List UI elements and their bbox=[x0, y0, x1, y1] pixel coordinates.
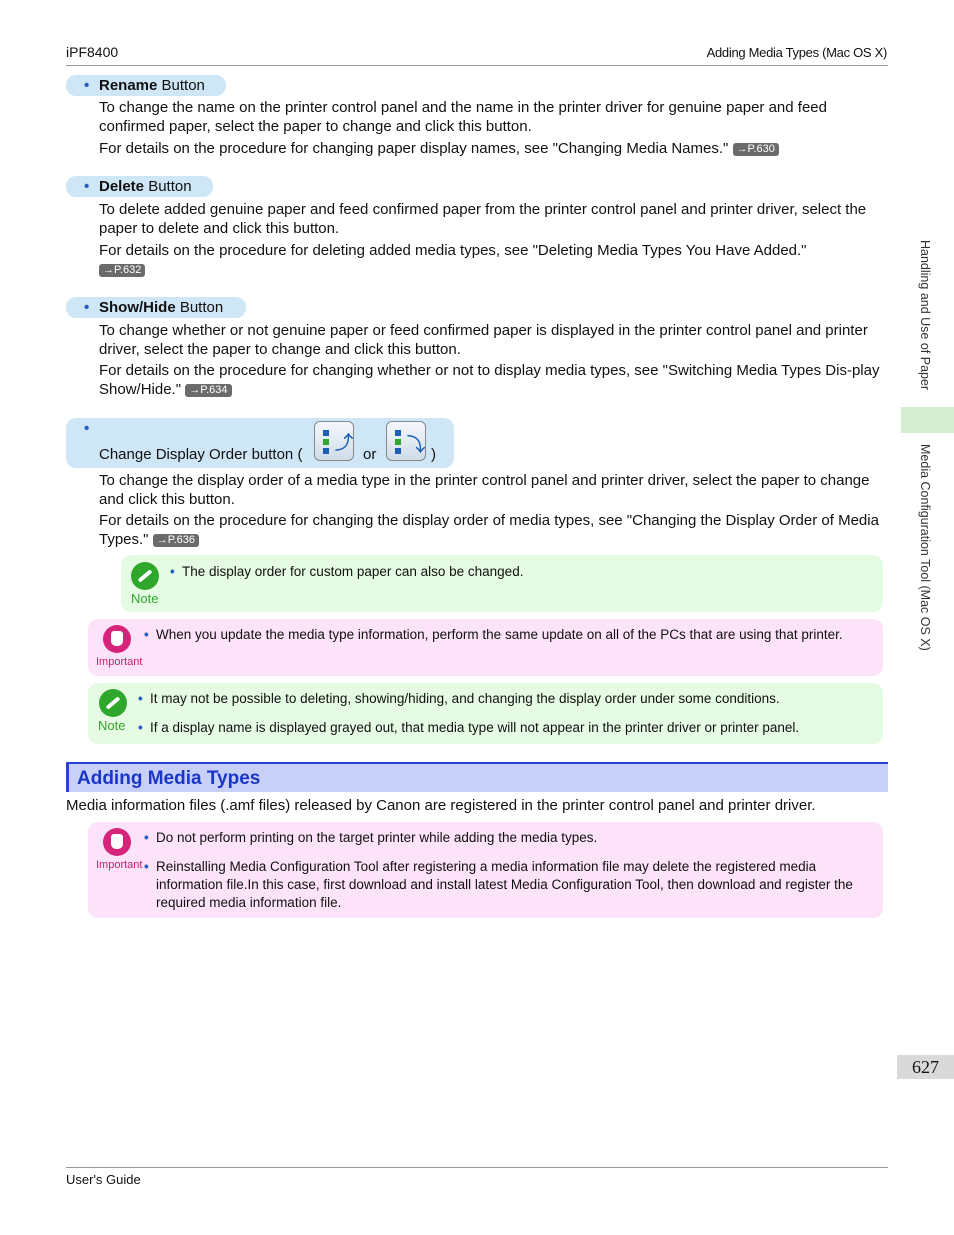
header-product: iPF8400 bbox=[66, 44, 119, 60]
important-item-text: Do not perform printing on the target printer while adding the media types. bbox=[156, 830, 598, 845]
rename-heading bbox=[66, 75, 226, 96]
order-heading-or: or bbox=[363, 446, 377, 463]
page-ref-link[interactable]: →P.630 bbox=[733, 143, 779, 156]
order-details-text: For details on the procedure for changing the display order of media types, see "Changing the Display Order of Media Types." bbox=[99, 512, 879, 548]
showhide-details-text: For details on the procedure for changing whether or not to display media types, see "Switching Media Types Dis-play Show/Hide." bbox=[99, 362, 880, 398]
showhide-desc: To change whether or not genuine paper or feed confirmed paper is displayed in the printer control panel and printer driver, select the paper to change and click this button. bbox=[99, 322, 868, 358]
delete-heading-bold: Delete bbox=[99, 178, 145, 195]
header-rule bbox=[66, 65, 888, 66]
move-down-button-icon: ⤵ bbox=[386, 421, 426, 461]
page-ref-link[interactable]: →P.632 bbox=[99, 264, 145, 277]
important-label: Important bbox=[96, 656, 143, 668]
bullet-icon: • bbox=[84, 77, 90, 94]
bullet-icon: • bbox=[84, 299, 90, 316]
sidebar-active-band bbox=[901, 407, 954, 433]
list-item: • If a display name is displayed grayed out, that media type will not appear in the printer driver or printer panel. bbox=[138, 720, 800, 735]
important-hand-icon bbox=[103, 828, 131, 856]
rename-details-text: For details on the procedure for changing paper display names, see "Changing Media Names." bbox=[99, 140, 729, 157]
footer-title: User's Guide bbox=[66, 1172, 141, 1187]
list-item: • Do not perform printing on the target printer while adding the media types. bbox=[144, 830, 598, 845]
showhide-heading-bold: Show/Hide bbox=[99, 299, 176, 316]
showhide-heading-rest: Button bbox=[175, 299, 224, 316]
rename-details bbox=[99, 139, 881, 158]
note-item-text: If a display name is displayed grayed out, that media type will not appear in the printer driver or printer panel. bbox=[150, 720, 800, 735]
sidebar-chapter-tab[interactable]: Handling and Use of Paper bbox=[918, 240, 932, 391]
footer-rule bbox=[66, 1167, 888, 1168]
note-item-text: The display order for custom paper can also be changed. bbox=[182, 564, 524, 579]
list-item: • It may not be possible to deleting, showing/hiding, and changing the display order under some conditions. bbox=[138, 691, 780, 706]
note-item-text: It may not be possible to deleting, showing/hiding, and changing the display order under some conditions. bbox=[150, 691, 780, 706]
sidebar-section-tab[interactable]: Media Configuration Tool (Mac OS X) bbox=[918, 444, 932, 651]
list-item: • When you update the media type information, perform the same update on all of the PCs that are using that printer. bbox=[144, 627, 843, 642]
order-heading-close: ) bbox=[431, 446, 436, 463]
rename-heading-bold: Rename bbox=[99, 77, 158, 94]
order-desc: To change the display order of a media type in the printer control panel and printer driver, select the paper to change and click this button. bbox=[99, 472, 870, 508]
note-pencil-icon bbox=[131, 562, 159, 590]
note-label: Note bbox=[98, 718, 126, 733]
delete-heading bbox=[66, 176, 213, 197]
page-number: 627 bbox=[897, 1055, 954, 1079]
move-up-button-icon: ⤴ bbox=[314, 421, 354, 461]
section-intro: Media information files (.amf files) released by Canon are registered in the printer control panel and printer driver. bbox=[66, 797, 816, 814]
order-heading-label: Change Display Order button ( bbox=[99, 446, 303, 463]
showhide-heading bbox=[66, 297, 246, 318]
header-chapter: Adding Media Types (Mac OS X) bbox=[706, 45, 887, 60]
delete-details-text: For details on the procedure for deleting added media types, see "Deleting Media Types You Have Added." bbox=[99, 242, 807, 259]
important-label: Important bbox=[96, 859, 143, 871]
order-details bbox=[99, 511, 881, 549]
important-item-text: Reinstalling Media Configuration Tool after registering a media information file may delete the registered media information file.In this case, first download and install latest Media Configuration Tool, then download and register the required media information file. bbox=[156, 859, 853, 910]
rename-desc: To change the name on the printer control panel and the name in the printer driver for genuine paper and feed confirmed paper, select the paper to change and click this button. bbox=[99, 99, 827, 135]
rename-heading-rest: Button bbox=[157, 77, 205, 94]
list-item: • The display order for custom paper can also be changed. bbox=[170, 564, 524, 579]
list-item: • Reinstalling Media Configuration Tool after registering a media information file may delete the registered media information file.In this case, first download and install latest Media Configuration Tool, then download and register the required media information file. bbox=[144, 859, 853, 910]
note-label: Note bbox=[131, 591, 159, 606]
bullet-icon: • bbox=[84, 178, 90, 195]
important-item-text: When you update the media type information, perform the same update on all of the PCs that are using that printer. bbox=[156, 627, 843, 642]
page-ref-link[interactable]: →P.636 bbox=[153, 534, 199, 547]
important-hand-icon bbox=[103, 625, 131, 653]
note-pencil-icon bbox=[99, 689, 127, 717]
section-heading bbox=[66, 762, 888, 792]
delete-heading-rest: Button bbox=[144, 178, 192, 195]
section-title: Adding Media Types bbox=[77, 768, 261, 789]
bullet-icon: • bbox=[84, 420, 90, 437]
page-ref-link[interactable]: →P.634 bbox=[185, 384, 231, 397]
delete-details bbox=[99, 241, 881, 279]
delete-desc: To delete added genuine paper and feed confirmed paper from the printer control panel and printer driver, select the paper to delete and click this button. bbox=[99, 201, 867, 237]
showhide-details bbox=[99, 361, 881, 399]
